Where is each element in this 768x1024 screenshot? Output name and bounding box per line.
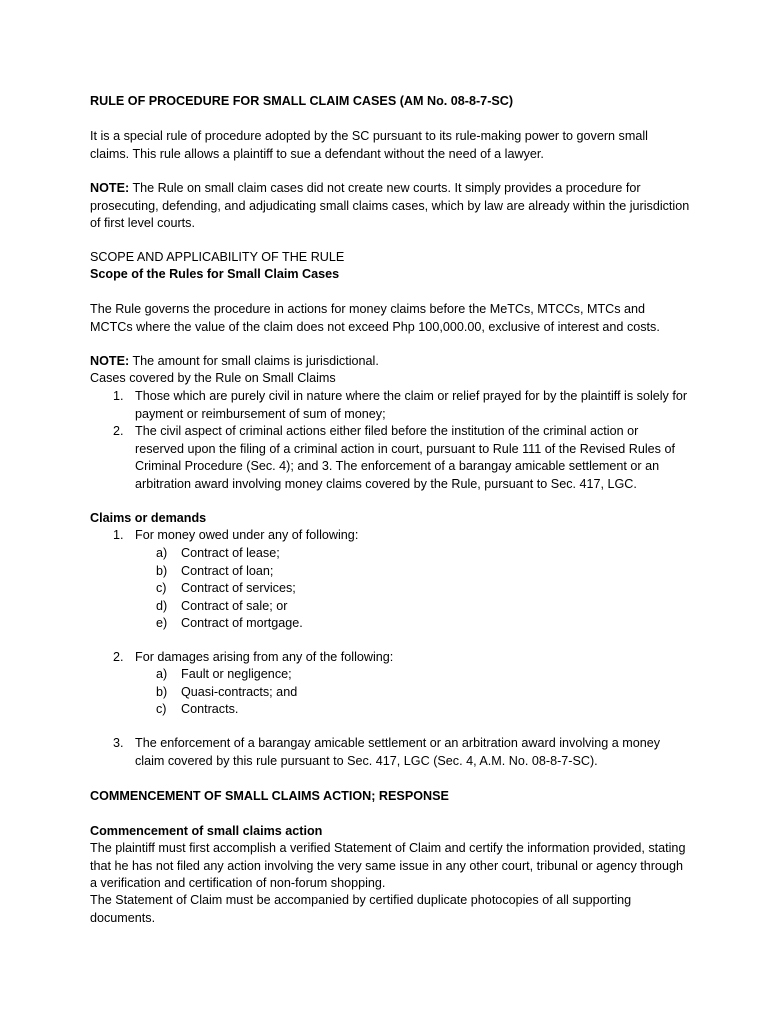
cases-list	[90, 388, 690, 493]
sub-list-item	[90, 684, 690, 702]
list-item-text: For damages arising from any of the following:	[135, 650, 394, 664]
sub-list-letter: b)	[156, 563, 168, 578]
claims-heading: Claims or demands	[90, 511, 207, 525]
claims-sublist-money	[90, 545, 690, 633]
sub-list-item	[90, 701, 690, 719]
sub-list-letter: d)	[156, 598, 168, 613]
document-title: RULE OF PROCEDURE FOR SMALL CLAIM CASES (AM No. 08-8-7-SC)	[90, 94, 514, 108]
list-number: 1.	[113, 528, 124, 542]
list-number: 1.	[113, 389, 124, 403]
section-heading-commencement: COMMENCEMENT OF SMALL CLAIMS ACTION; RESPONSE	[90, 789, 449, 803]
list-number: 2.	[113, 424, 124, 438]
sub-list-letter: b)	[156, 684, 168, 699]
sub-list-text: Contract of loan;	[181, 563, 274, 578]
sub-list-text: Quasi-contracts; and	[181, 684, 298, 699]
sub-list-letter: e)	[156, 616, 168, 630]
sub-list-item	[90, 598, 690, 616]
claims-list	[90, 649, 690, 667]
sub-list-item	[90, 615, 690, 633]
note-paragraph-2	[90, 353, 690, 371]
list-item	[90, 388, 690, 423]
sub-list-text: Fault or negligence;	[181, 667, 292, 681]
intro-paragraph: It is a special rule of procedure adopted by the SC pursuant to its rule-making power to govern small claims. This rule allows a plaintiff to sue a defendant without the need of a lawyer.	[90, 129, 648, 161]
list-item-text: The civil aspect of criminal actions either filed before the institution of the criminal action or reserved upon the filing of a criminal action in court, pursuant to Rule 111 of the Revised Rules of Criminal Procedure (Sec. 4); and 3. The enforcement of a barangay amicable settlement or an arbitration award involving money claims covered by the Rule, pursuant to Sec. 417, LGC.	[135, 424, 675, 491]
list-item	[90, 735, 690, 770]
sub-list-item	[90, 666, 690, 684]
note-text: The amount for small claims is jurisdictional.	[129, 354, 379, 368]
section-heading-scope: SCOPE AND APPLICABILITY OF THE RULE	[90, 250, 345, 264]
sub-list-text: Contract of mortgage.	[181, 616, 303, 630]
list-number: 2.	[113, 650, 124, 664]
list-item	[90, 423, 690, 493]
sub-list-item	[90, 563, 690, 581]
sub-list-letter: a)	[156, 546, 168, 560]
note-paragraph-1	[90, 180, 690, 233]
list-item-text: For money owed under any of following:	[135, 528, 359, 542]
scope-paragraph: The Rule governs the procedure in actions for money claims before the MeTCs, MTCCs, MTCs and MCTCs where the value of the claim does not exceed Php 100,000.00, exclusive of interest and costs.	[90, 302, 660, 334]
list-item-text: The enforcement of a barangay amicable settlement or an arbitration award involving a money claim covered by this rule pursuant to Sec. 417, LGC (Sec. 4, A.M. No. 08-8-7-SC).	[135, 736, 661, 768]
claims-list	[90, 735, 690, 770]
sub-list-text: Contract of lease;	[181, 546, 280, 560]
list-item	[90, 527, 690, 545]
list-number: 3.	[113, 736, 124, 750]
cases-heading: Cases covered by the Rule on Small Claims	[90, 371, 336, 385]
sub-list-text: Contracts.	[181, 702, 239, 716]
claims-sublist-damages	[90, 666, 690, 719]
sub-list-letter: c)	[156, 581, 167, 595]
sub-list-text: Contract of services;	[181, 581, 296, 595]
note-text: The Rule on small claim cases did not create new courts. It simply provides a procedure for prosecuting, defending, and adjudicating small claims cases, which by law are already within the jurisdiction of first level courts.	[90, 181, 690, 230]
sub-list-item	[90, 545, 690, 563]
note-label: NOTE:	[90, 354, 130, 368]
subheading-scope: Scope of the Rules for Small Claim Cases	[90, 267, 340, 281]
sub-list-text: Contract of sale; or	[181, 598, 288, 613]
subheading-commencement: Commencement of small claims action	[90, 824, 323, 838]
sub-list-letter: a)	[156, 667, 168, 681]
list-item-text: Those which are purely civil in nature where the claim or relief prayed for by the plaintiff is solely for payment or reimbursement of sum of money;	[135, 389, 688, 421]
commencement-paragraph-2: The Statement of Claim must be accompanied by certified duplicate photocopies of all supporting documents.	[90, 893, 632, 925]
sub-list-item	[90, 580, 690, 598]
claims-list	[90, 527, 690, 545]
list-item	[90, 649, 690, 667]
sub-list-letter: c)	[156, 702, 167, 716]
note-label: NOTE:	[90, 181, 130, 195]
commencement-paragraph-1: The plaintiff must first accomplish a verified Statement of Claim and certify the information provided, stating that he has not filed any action involving the very same issue in any other court, tribunal or agency through a verification and certification of non-forum shopping.	[90, 841, 686, 890]
